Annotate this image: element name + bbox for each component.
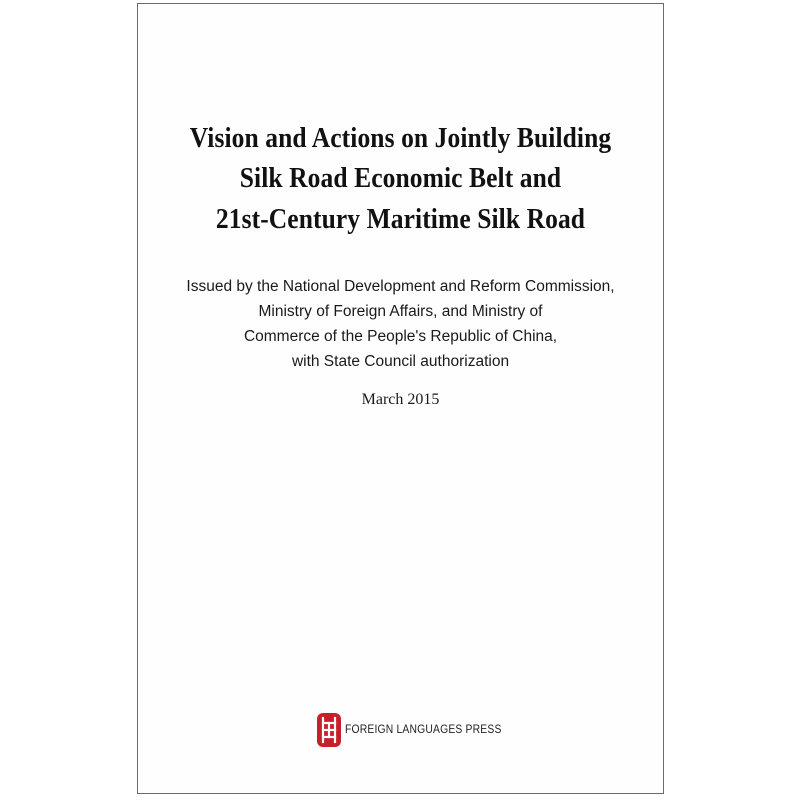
- publication-date: March 2015: [361, 391, 440, 408]
- book-cover: [137, 3, 664, 794]
- issuer-line-4: with State Council authorization: [291, 353, 510, 370]
- title-line-3: 21st-Century Maritime Silk Road: [215, 203, 586, 235]
- title-line-1: Vision and Actions on Jointly Building: [189, 122, 612, 154]
- publisher-imprint: [316, 712, 519, 748]
- issuer-line-1: Issued by the National Development and Reform Commission,: [186, 278, 615, 295]
- title-line-2: Silk Road Economic Belt and: [239, 162, 562, 194]
- issuer-line-3: Commerce of the People's Republic of China,: [243, 328, 558, 345]
- issuer-line-2: Ministry of Foreign Affairs, and Ministry of: [258, 303, 543, 320]
- publisher-seal-icon: [316, 712, 342, 748]
- publisher-name: FOREIGN LANGUAGES PRESS: [345, 724, 502, 736]
